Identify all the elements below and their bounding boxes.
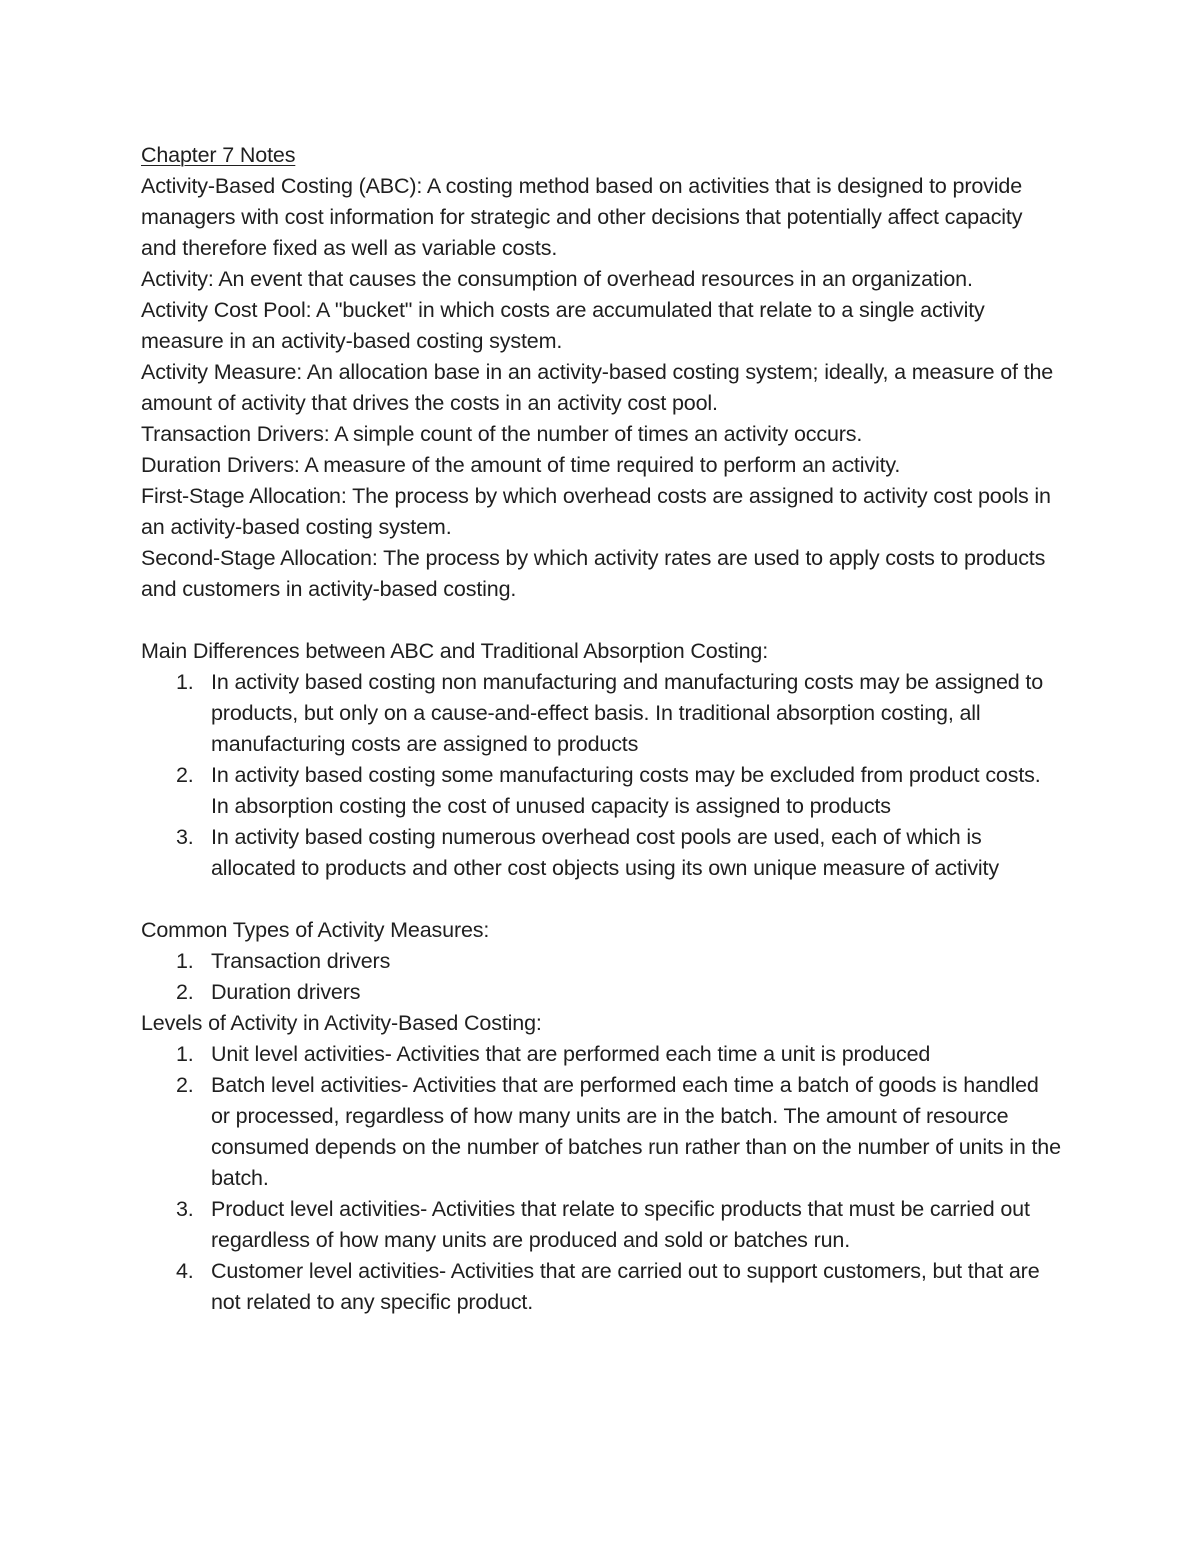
levels-list: [141, 1039, 1061, 1318]
list-number: 3.: [176, 1197, 194, 1221]
list-item-text: In activity based costing non manufacturing and manufacturing costs may be assigned to products, but only on a cause-and-effect basis. In traditional absorption costing, all manufacturing costs are assigned to products: [211, 670, 1044, 756]
list-item-text: Product level activities- Activities that relate to specific products that must be carried out regardless of how many units are produced and sold or batches run.: [211, 1197, 1030, 1252]
list-item: [176, 946, 1061, 977]
list-item-text: In activity based costing numerous overhead cost pools are used, each of which is allocated to products and other cost objects using its own unique measure of activity: [211, 825, 999, 880]
list-item: [176, 1039, 1061, 1070]
page-title: Chapter 7 Notes: [141, 143, 296, 167]
list-item: [176, 667, 1061, 760]
list-item-text: In activity based costing some manufacturing costs may be excluded from product costs. In absorption costing the cost of unused capacity is assigned to products: [211, 763, 1041, 818]
levels-heading: Levels of Activity in Activity-Based Costing:: [141, 1011, 542, 1035]
definition-duration-drivers: Duration Drivers: A measure of the amount of time required to perform an activity.: [141, 453, 901, 477]
list-number: 2.: [176, 1073, 194, 1097]
list-item: [176, 1194, 1061, 1256]
list-number: 1.: [176, 949, 194, 973]
measures-list: [141, 946, 1061, 1008]
list-number: 3.: [176, 825, 194, 849]
measures-heading: Common Types of Activity Measures:: [141, 918, 490, 942]
list-item-text: Transaction drivers: [211, 949, 391, 973]
list-item-text: Batch level activities- Activities that are performed each time a batch of goods is handled or processed, regardless of how many units are in the batch. The amount of resource consumed depends on the number of batches run rather than on the number of units in the batch.: [211, 1073, 1061, 1190]
definition-activity-cost-pool: Activity Cost Pool: A "bucket" in which costs are accumulated that relate to a single activity measure in an activity-based costing system.: [141, 298, 985, 353]
list-number: 2.: [176, 763, 194, 787]
definition-first-stage-allocation: First-Stage Allocation: The process by which overhead costs are assigned to activity cost pools in an activity-based costing system.: [141, 484, 1051, 539]
list-number: 2.: [176, 980, 194, 1004]
definition-activity-measure: Activity Measure: An allocation base in an activity-based costing system; ideally, a measure of the amount of activity that drives the costs in an activity cost pool.: [141, 360, 1054, 415]
spacer: [141, 884, 1061, 915]
notes-content: [141, 140, 1061, 1318]
list-number: 1.: [176, 1042, 194, 1066]
list-number: 4.: [176, 1259, 194, 1283]
list-item: [176, 822, 1061, 884]
differences-heading: Main Differences between ABC and Traditional Absorption Costing:: [141, 639, 769, 663]
definition-second-stage-allocation: Second-Stage Allocation: The process by which activity rates are used to apply costs to products and customers in activity-based costing.: [141, 546, 1046, 601]
list-item: [176, 760, 1061, 822]
definition-activity: Activity: An event that causes the consumption of overhead resources in an organization.: [141, 267, 973, 291]
list-item-text: Unit level activities- Activities that are performed each time a unit is produced: [211, 1042, 931, 1066]
list-item: [176, 1070, 1061, 1194]
list-item-text: Duration drivers: [211, 980, 361, 1004]
list-item: [176, 1256, 1061, 1318]
definition-abc: Activity-Based Costing (ABC): A costing method based on activities that is designed to provide managers with cost information for strategic and other decisions that potentially affect capacity and therefore fixed as well as variable costs.: [141, 174, 1023, 260]
list-number: 1.: [176, 670, 194, 694]
list-item: [176, 977, 1061, 1008]
definition-transaction-drivers: Transaction Drivers: A simple count of the number of times an activity occurs.: [141, 422, 863, 446]
spacer: [141, 605, 1061, 636]
list-item-text: Customer level activities- Activities that are carried out to support customers, but that are not related to any specific product.: [211, 1259, 1040, 1314]
differences-list: [141, 667, 1061, 884]
